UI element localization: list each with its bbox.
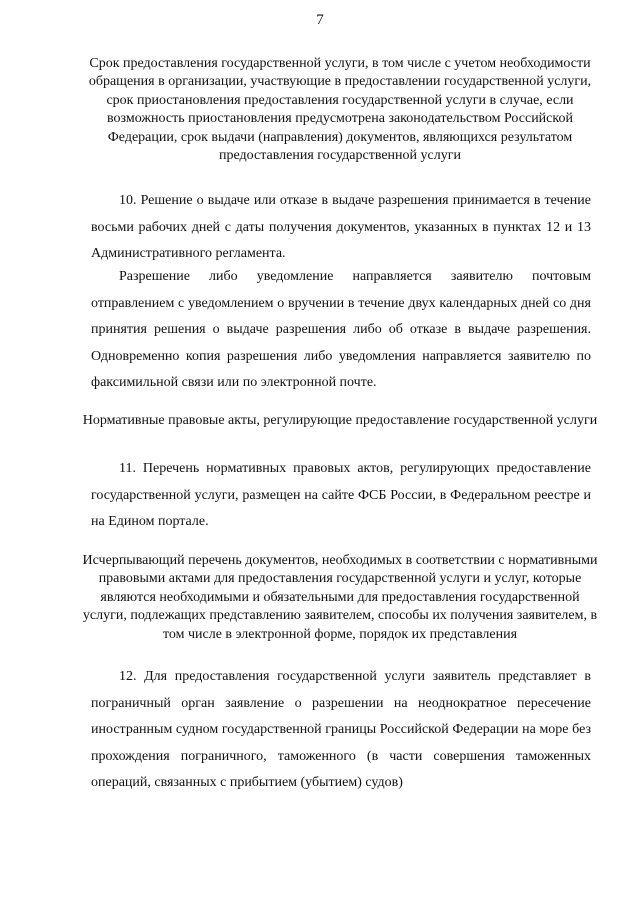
paragraph-10-continuation: Разрешение либо уведомление направляется заявителю почтовым отправлением с уведомлением о вручении в течение двух календарных дней со дня принятия решения о выдаче разрешения либо об отказе в выдаче разрешения. Одновременно копия разрешения либо уведомления направляется заявителю по факсимильной связи или по электронной почте. — [91, 269, 591, 390]
paragraph-11: 11. Перечень нормативных правовых актов, регулирующих предоставление государственной услуги, размещен на сайте ФСБ России, в Федеральном реестре и на Едином портале. — [91, 461, 591, 529]
paragraph-10: 10. Решение о выдаче или отказе в выдаче разрешения принимается в течение восьми рабочих дней с даты получения документов, указанных в пунктах 12 и 13 Административного регламента. — [91, 193, 591, 261]
paragraph-12: 12. Для предоставления государственной услуги заявитель представляет в пограничный орган заявление о разрешении на неоднократное пересечение иностранным судном государственной границы Российской Федерации на море без прохождения пограничного, таможенного (в части совершения таможенных операций, связанных с прибытием (убытием) судов) — [91, 669, 591, 790]
page-number: 7 — [316, 12, 324, 28]
section-heading-legal-acts: Нормативные правовые акты, регулирующие предоставление государственной услуги — [82, 413, 598, 428]
section-heading-service-term: Срок предоставления государственной услуги, в том числе с учетом необходимости обращения в организации, участвующие в предоставлении государственной услуги, срок приостановления предоставления государственной услуги в случае, если возможность приостановления предусмотрена законодательством Российской Федерации, срок выдачи (направления) документов, являющихся результатом предоставления государственной услуги — [88, 56, 592, 164]
section-heading-documents-list: Исчерпывающий перечень документов, необходимых в соответствии с нормативными правовыми актами для предоставления государственной услуги и услуг, которые являются необходимыми и обязательными для предоставления государственной услуги, подлежащих представлению заявителем, способы их получения заявителем, в том числе в электронной форме, порядок их представления — [82, 553, 598, 642]
